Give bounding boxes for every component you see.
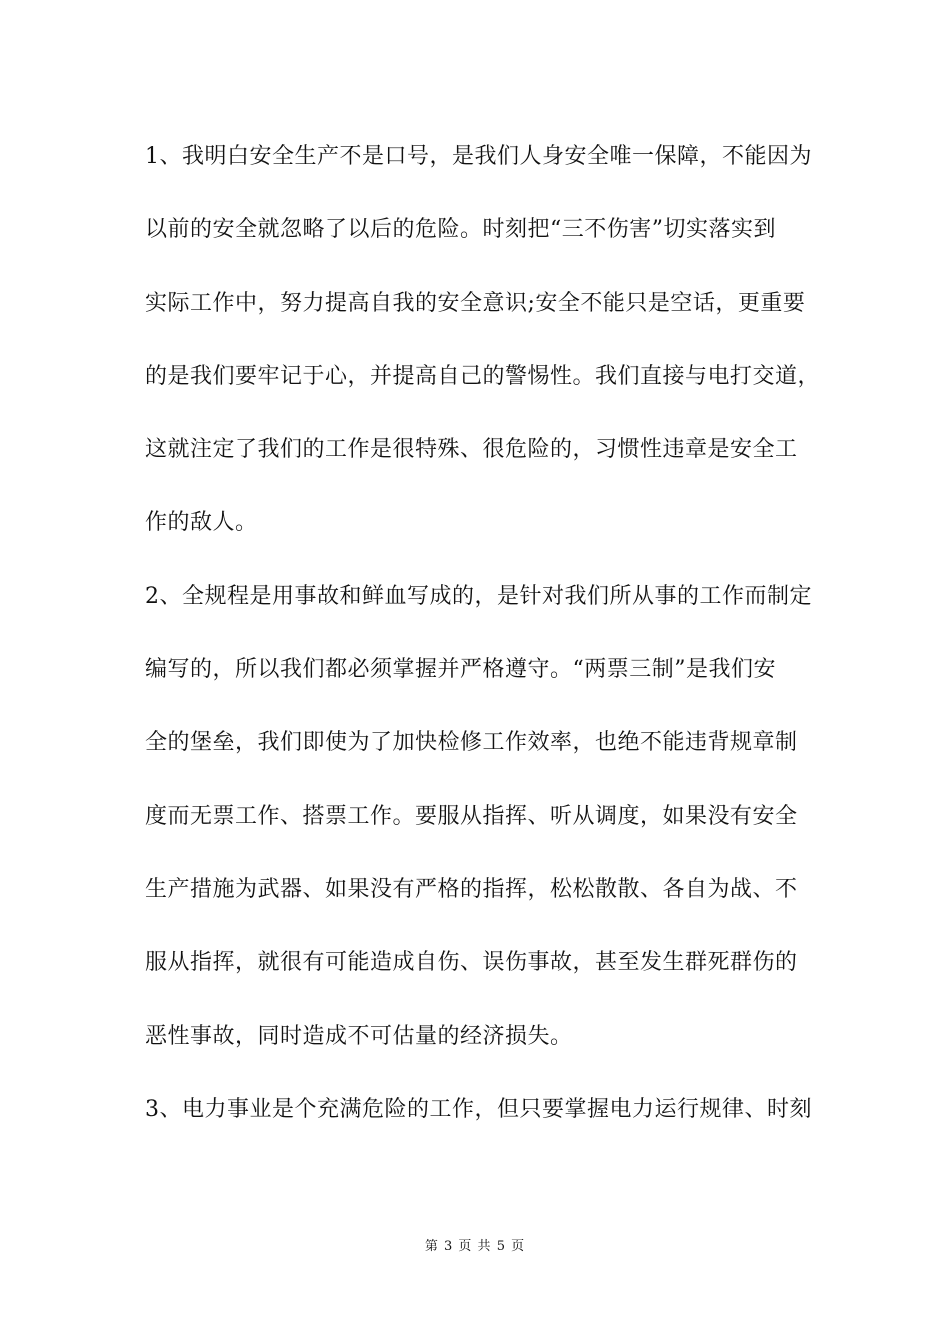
text-line: 恶性事故，同时造成不可估量的经济损失。 <box>145 1023 573 1049</box>
text-line: 以前的安全就忽略了以后的危险。时刻把“三不伤害”切实落实到 <box>145 217 776 243</box>
text-line: 作的敌人。 <box>145 510 258 536</box>
text-line: 实际工作中，努力提高自我的安全意识;安全不能只是空话，更重要 <box>145 290 806 316</box>
page-number-footer: 第 3 页 共 5 页 <box>424 1239 526 1254</box>
text-line: 的是我们要牢记于心，并提高自己的警惕性。我们直接与电打交道， <box>145 363 821 389</box>
text-line: 3、电力事业是个充满危险的工作，但只要掌握电力运行规律、时刻 <box>145 1096 812 1122</box>
text-line: 2、全规程是用事故和鲜血写成的，是针对我们所从事的工作而制定 <box>145 583 812 609</box>
text-line: 生产措施为武器、如果没有严格的指挥，松松散散、各自为战、不 <box>145 876 798 902</box>
document-body <box>145 134 821 1160</box>
text-line: 编写的，所以我们都必须掌握并严格遵守。“两票三制”是我们安 <box>145 657 776 683</box>
text-line: 全的堡垒，我们即使为了加快检修工作效率，也绝不能违背规章制 <box>145 730 798 756</box>
text-line: 服从指挥，就很有可能造成自伤、误伤事故，甚至发生群死群伤的 <box>145 950 798 976</box>
text-line: 这就注定了我们的工作是很特殊、很危险的，习惯性违章是安全工 <box>145 437 798 463</box>
text-line: 1、我明白安全生产不是口号，是我们人身安全唯一保障，不能因为 <box>145 144 812 169</box>
text-line: 度而无票工作、搭票工作。要服从指挥、听从调度，如果没有安全 <box>145 803 798 829</box>
